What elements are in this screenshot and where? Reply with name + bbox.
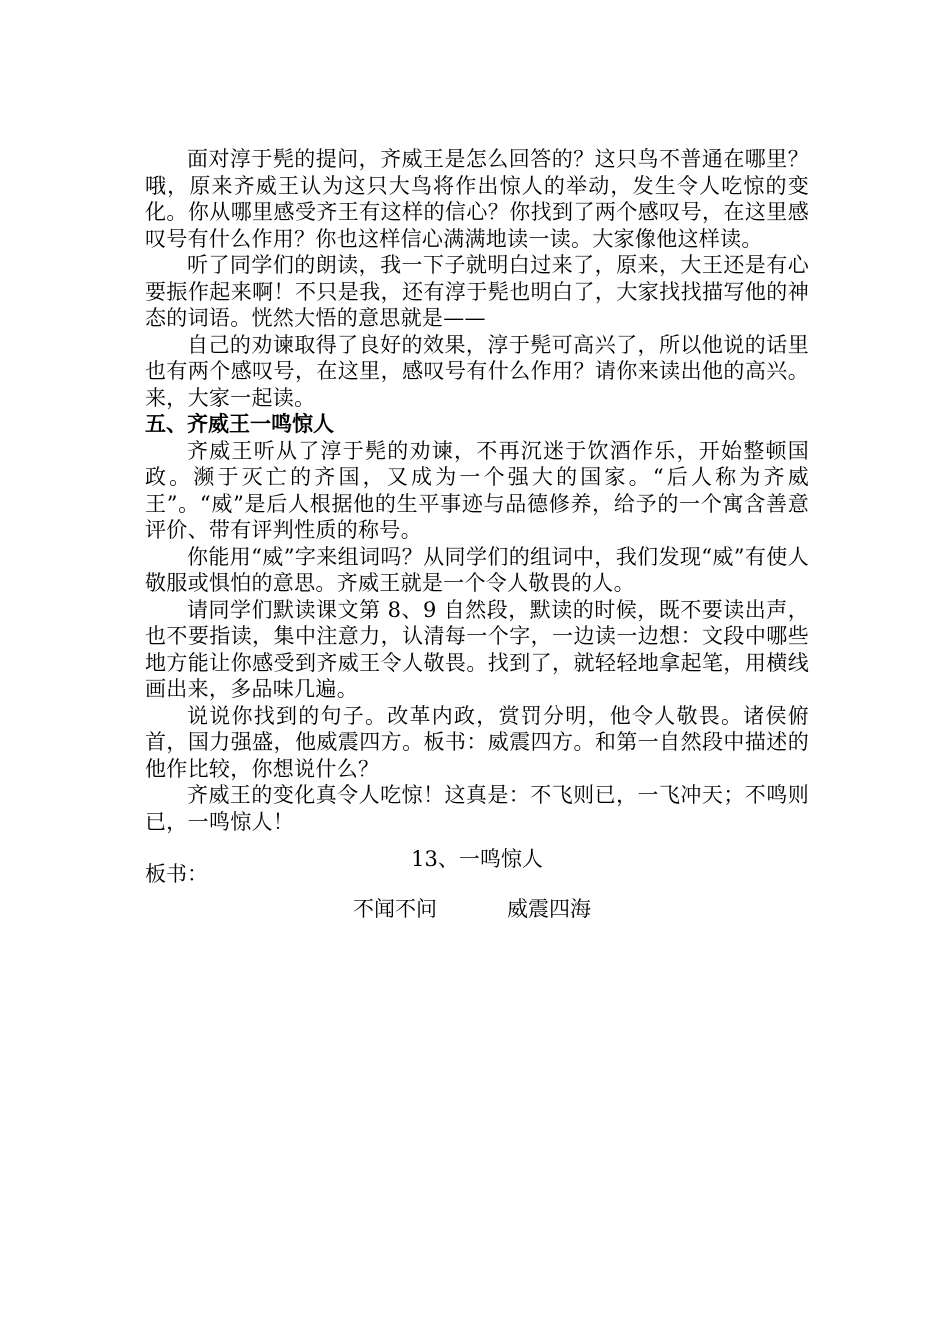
board-label: 板书： [145,862,208,886]
board-keyword-right: 威震四海 [507,897,591,921]
paragraph: 听了同学们的朗读，我一下子就明白过来了，原来，大王还是有心要振作起来啊！不只是我，还有淳于髡也明白了，大家找找描写他的神态的词语。恍然大悟的意思就是—— [145,253,809,330]
paragraph: 自己的劝谏取得了良好的效果，淳于髡可高兴了，所以他说的话里也有两个感叹号，在这里，感叹号有什么作用？请你来读出他的高兴。来，大家一起读。 [145,332,809,410]
paragraph: 你能用“威”字来组词吗？从同学们的组词中，我们发现“威”有使人敬服或惧怕的意思。齐威王就是一个令人敬畏的人。 [145,544,809,595]
section-heading: 五、齐威王一鸣惊人 [145,412,334,436]
paragraph: 齐威王的变化真令人吃惊！这真是：不飞则已，一飞冲天；不鸣则已，一鸣惊人！ [145,783,809,834]
paragraph: 说说你找到的句子。改革内政，赏罚分明，他令人敬畏。诸侯俯首，国力强盛，他威震四方。板书：威震四方。和第一自然段中描述的他作比较，你想说什么？ [145,703,809,781]
paragraph: 齐威王听从了淳于髡的劝谏，不再沉迷于饮酒作乐，开始整顿国政。濒于灭亡的齐国，又成为一个强大的国家。“后人称为齐威王”。“威”是后人根据他的生平事迹与品德修养，给予的一个寓含善意评价、带有评判性质的称号。 [145,438,809,542]
document-page [145,146,809,921]
paragraph: 面对淳于髡的提问，齐威王是怎么回答的？这只鸟不普通在哪里？哦，原来齐威王认为这只大鸟将作出惊人的举动，发生令人吃惊的变化。你从哪里感受齐王有这样的信心？你找到了两个感叹号，在这里感叹号有什么作用？你也这样信心满满地读一读。大家像他这样读。 [145,147,809,251]
board-keywords [353,896,591,923]
board-title: 13、一鸣惊人 [411,847,543,871]
paragraph: 请同学们默读课文第 8、9 自然段，默读的时候，既不要读出声，也不要指读，集中注意力，认清每一个字，一边读一边想：文段中哪些地方能让你感受到齐威王令人敬畏。找到了，就轻轻地拿起笔，用横线画出来，多品味几遍。 [145,597,809,701]
board-keyword-left: 不闻不问 [353,897,437,921]
